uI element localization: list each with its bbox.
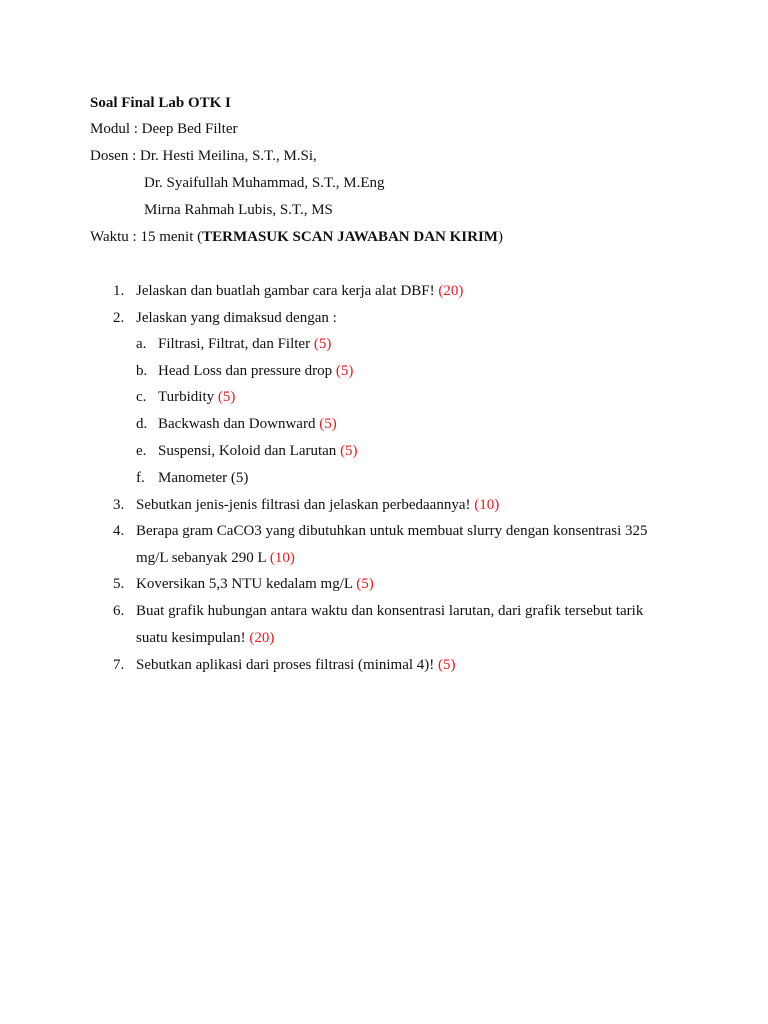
subitem-text: Turbidity [158,389,218,405]
question-text: Koversikan 5,3 NTU kedalam mg/L [136,576,357,592]
question-number: 7. [113,657,125,673]
document-title: Soal Final Lab OTK I [90,95,231,111]
modul-line: Modul : Deep Bed Filter [90,121,238,137]
subitem-letter: b. [136,363,148,379]
subitem-letter: e. [136,443,147,459]
subitem-score: (5) [313,336,332,352]
question-number: 1. [113,283,125,299]
question-number: 2. [113,310,125,326]
question-text-cont: mg/L sebanyak 290 L [136,550,270,566]
question-text: Jelaskan yang dimaksud dengan : [136,310,337,326]
question-score: (20) [438,283,464,299]
question-text: Buat grafik hubungan antara waktu dan konsentrasi larutan, dari grafik tersebut tarik [136,603,644,619]
subitem-score: (5) [319,416,337,432]
subitem-d [158,415,337,433]
question-6-cont [136,629,274,647]
question-text: Berapa gram CaCO3 yang dibutuhkan untuk membuat slurry dengan konsentrasi 325 [136,523,648,539]
question-text: Sebutkan aplikasi dari proses filtrasi (minimal 4)! [136,657,439,673]
subitem-score: (5) [340,443,358,459]
subitem-letter: c. [136,389,147,405]
subitem-e [158,442,358,460]
question-text-cont: suatu kesimpulan! [136,630,250,646]
question-6 [136,602,643,620]
question-score: (20) [249,630,275,646]
waktu-suffix: ) [497,229,503,245]
dosen-label [90,147,317,165]
subitem-c [158,388,235,406]
subitem-text: Filtrasi, Filtrat, dan Filter [158,336,314,352]
question-5 [136,575,374,593]
dosen-name-3: Mirna Rahmah Lubis, S.T., MS [144,202,333,218]
dosen-separator: : [128,148,140,164]
subitem-text: Manometer (5) [158,470,249,486]
question-score: (5) [356,576,374,592]
waktu-line [90,228,503,246]
subitem-a [158,335,331,353]
question-number: 4. [113,523,125,539]
question-text: Sebutkan jenis-jenis filtrasi dan jelaskan perbedaannya! [136,497,475,513]
question-score: (10) [474,497,500,513]
subitem-f [158,469,248,487]
question-text: Jelaskan dan buatlah gambar cara kerja alat DBF! [136,283,439,299]
subitem-text: Backwash dan Downward [158,416,320,432]
question-4 [136,522,648,540]
question-score: (10) [269,550,295,566]
question-number: 3. [113,497,125,513]
subitem-text: Head Loss dan pressure drop [158,363,336,379]
question-7 [136,656,456,674]
question-2 [136,309,337,327]
question-number: 5. [113,576,125,592]
dosen-label-text: Dosen [90,148,129,164]
dosen-name-1: Dr. Hesti Meilina, S.T., M.Si, [140,148,317,164]
subitem-letter: d. [136,416,148,432]
subitem-letter: a. [136,336,147,352]
subitem-text: Suspensi, Koloid dan Larutan [158,443,341,459]
subitem-b [158,362,353,380]
question-4-cont [136,549,295,567]
question-number: 6. [113,603,125,619]
dosen-name-2: Dr. Syaifullah Muhammad, S.T., M.Eng [144,175,385,191]
question-1 [136,282,463,300]
subitem-score: (5) [217,389,236,405]
waktu-emphasis: TERMASUK SCAN JAWABAN DAN KIRIM [202,229,498,245]
subitem-letter: f. [136,470,145,486]
waktu-prefix: Waktu : 15 menit ( [90,229,203,245]
question-3 [136,496,499,514]
subitem-score: (5) [335,363,354,379]
question-score: (5) [438,657,456,673]
